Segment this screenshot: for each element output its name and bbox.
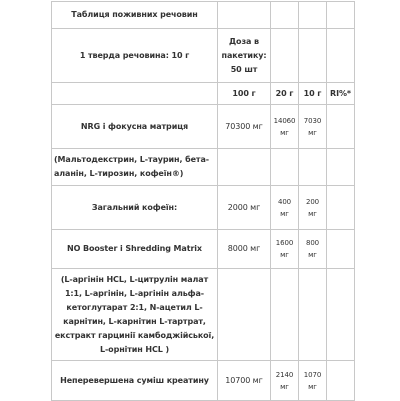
value-20g: 2140 мг <box>271 361 299 401</box>
value-ri <box>327 230 355 269</box>
value-10g: 1070 мг <box>299 361 327 401</box>
row-name: NO Booster i Shredding Matrix <box>52 230 218 269</box>
value-20g: 14060 мг <box>271 105 299 149</box>
table-row <box>52 149 355 186</box>
row-name: (L-аргінін HCL, L-цитрулін малат 1:1, L-аргінін, L-аргінін альфа-кетоглутарат 2:1, N-ацетил L-карнітин, L-карнітин L-тартрат, екстракт гарцинії камбоджійської, L-орнітин HCL ) <box>52 269 218 361</box>
value-20g: 1600 мг <box>271 230 299 269</box>
table-row <box>52 269 355 361</box>
nutrition-table <box>51 1 355 401</box>
serving-label: 1 тверда речовина: 10 г <box>52 29 218 83</box>
row-name: (Мальтодекстрин, L-таурин, бета-аланін, L-тирозин, кофеїн®) <box>52 149 218 186</box>
value-10g: 800 мг <box>299 230 327 269</box>
value-100g: 10700 мг <box>218 361 271 401</box>
dose-label: Доза в пакетику: 50 шт <box>218 29 271 83</box>
row-name: Загальний кофеїн: <box>52 186 218 230</box>
table-row <box>52 230 355 269</box>
value-ri <box>327 186 355 230</box>
value-ri <box>327 105 355 149</box>
value-10g: 7030 мг <box>299 105 327 149</box>
column-header-row <box>52 83 355 105</box>
column-header: 10 г <box>299 83 327 105</box>
column-header: 100 г <box>218 83 271 105</box>
row-name: NRG і фокусна матриця <box>52 105 218 149</box>
value-100g: 70300 мг <box>218 105 271 149</box>
value-10g: 200 мг <box>299 186 327 230</box>
table-title-row <box>52 2 355 29</box>
value-ri <box>327 361 355 401</box>
value-100g: 2000 мг <box>218 186 271 230</box>
table-title: Таблиця поживних речовин <box>52 2 218 29</box>
table-row <box>52 105 355 149</box>
column-header: RI%* <box>327 83 355 105</box>
column-header: 20 г <box>271 83 299 105</box>
serving-row <box>52 29 355 83</box>
row-name: Неперевершена суміш креатину <box>52 361 218 401</box>
value-20g: 400 мг <box>271 186 299 230</box>
value-100g: 8000 мг <box>218 230 271 269</box>
table-row <box>52 361 355 401</box>
table-row <box>52 186 355 230</box>
